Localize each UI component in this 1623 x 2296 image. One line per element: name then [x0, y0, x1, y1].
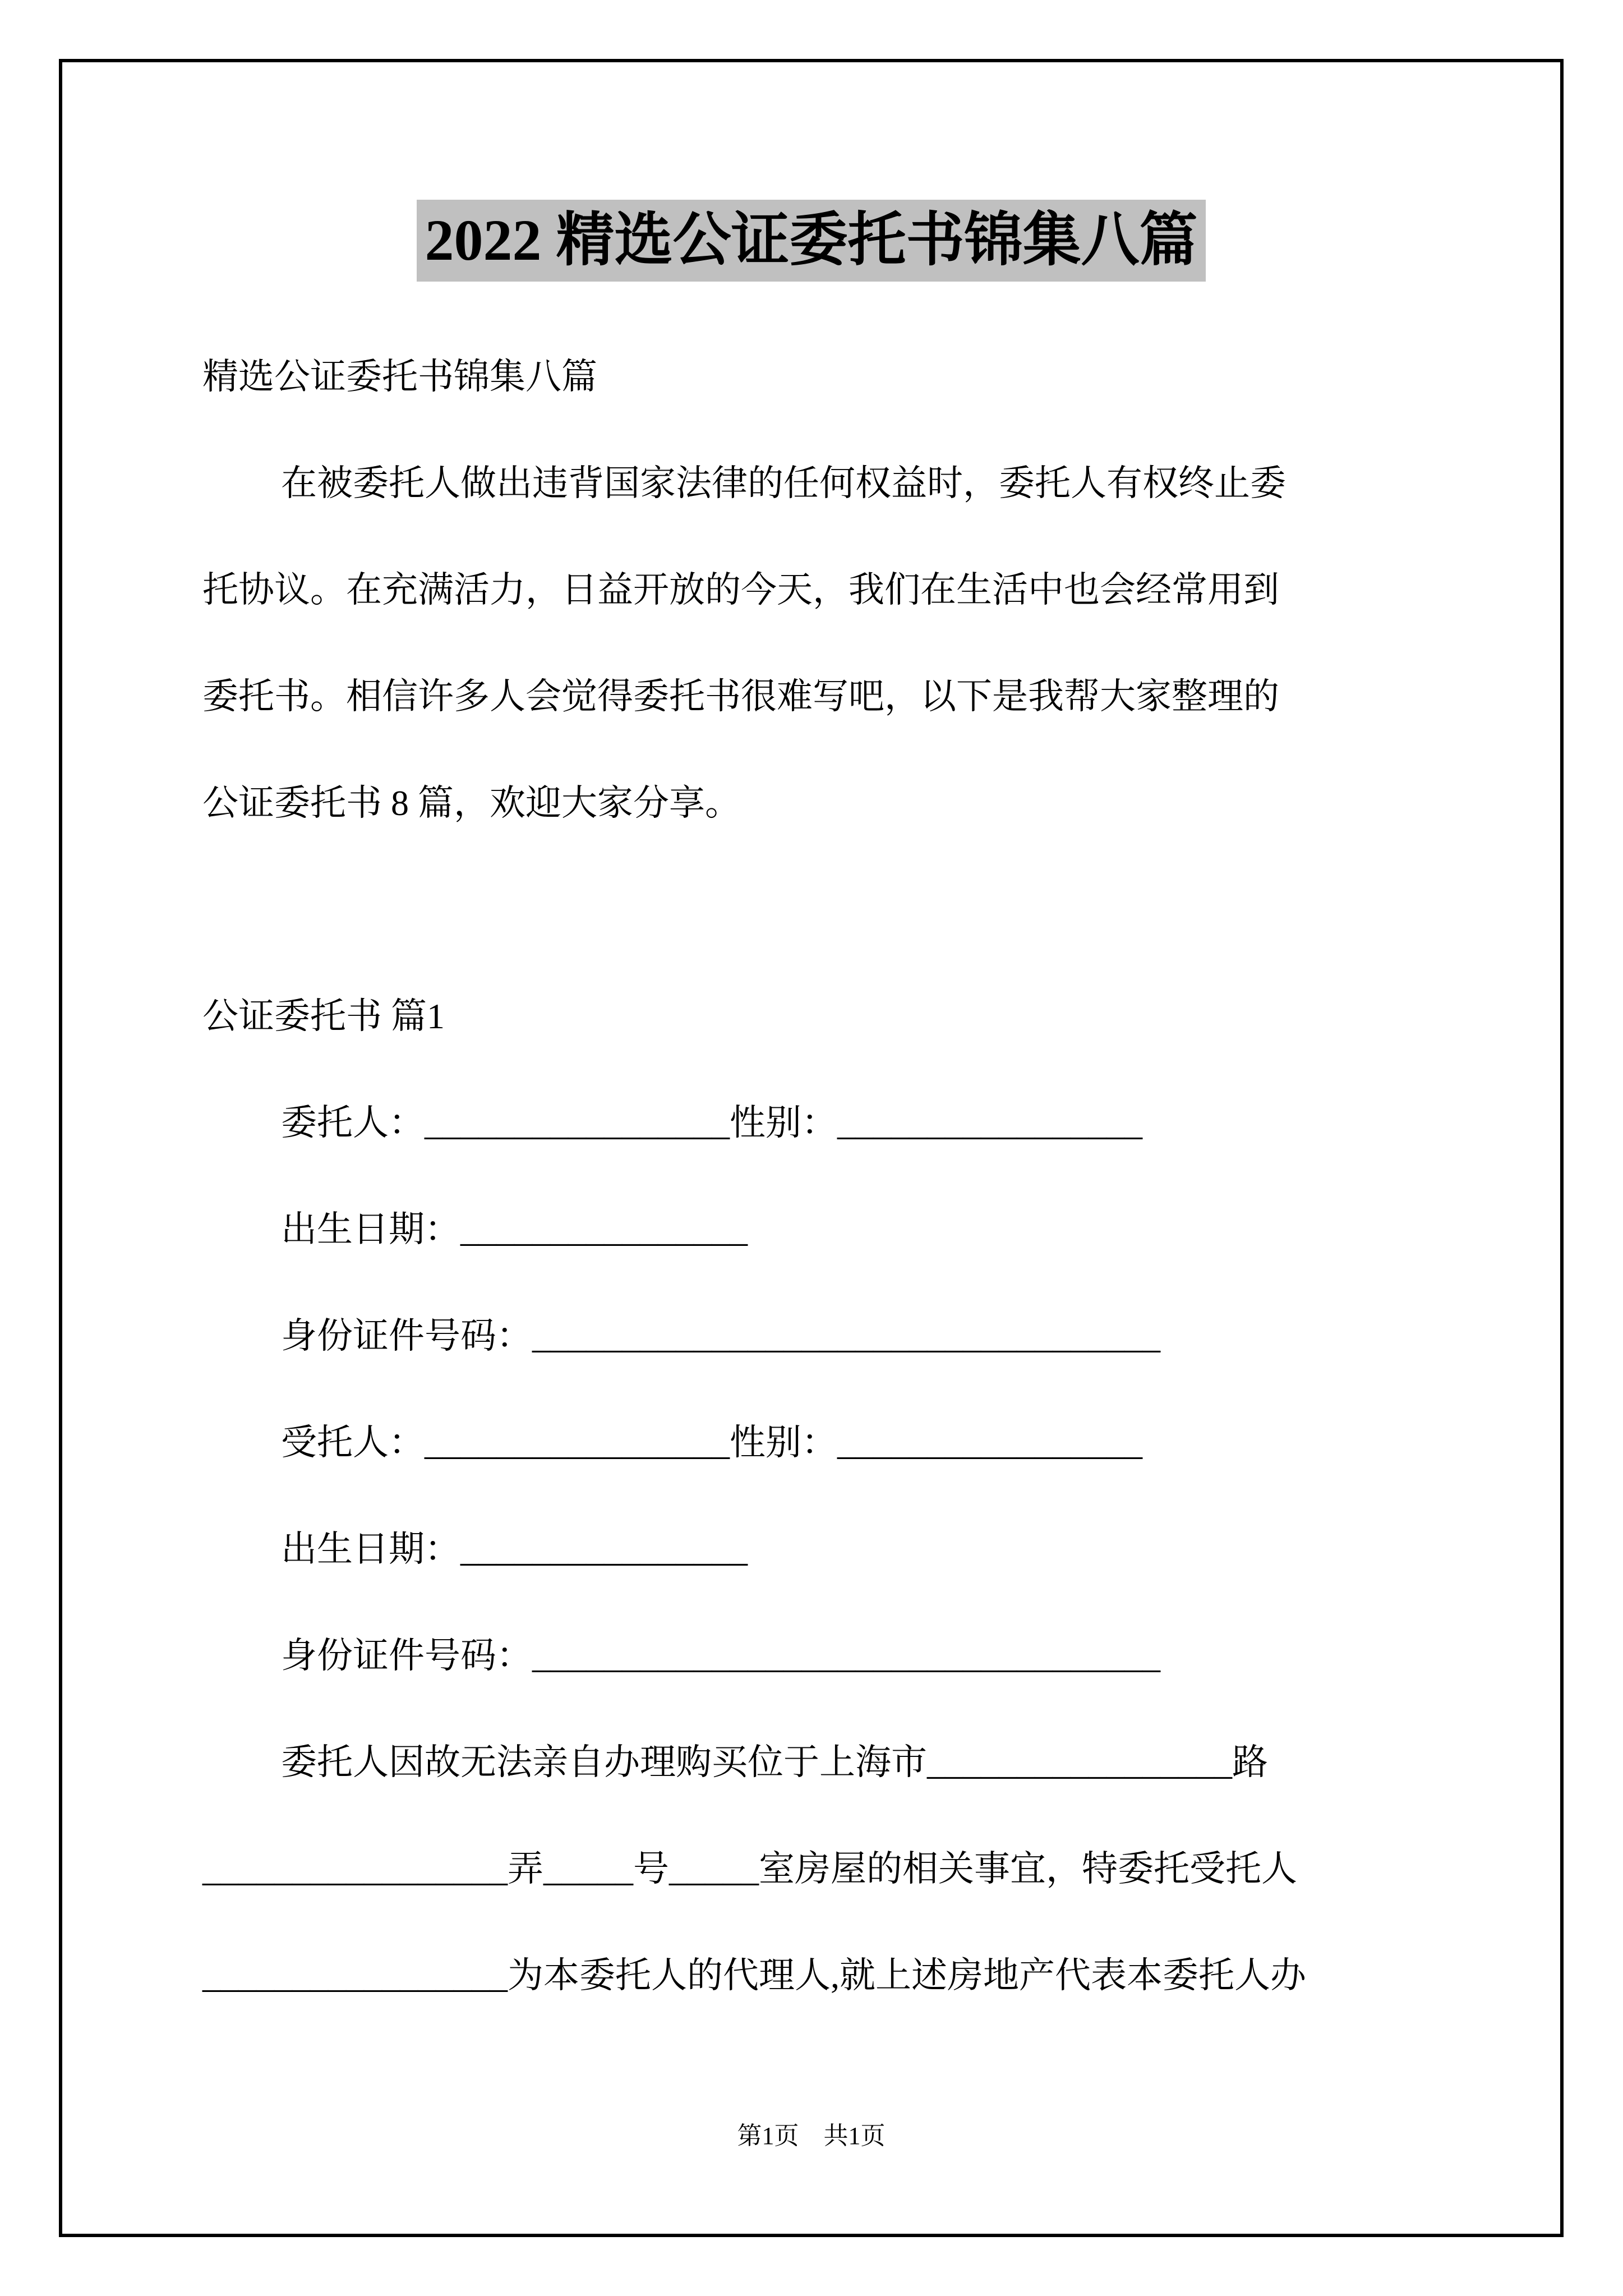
closing-line: 委托人因故无法亲自办理购买位于上海市_________________路: [281, 1742, 1268, 1782]
title-band: [62, 200, 1560, 282]
form-line-principal-birthdate: 出生日期：________________: [281, 1209, 748, 1249]
blank-line: [202, 857, 1457, 963]
page-number-footer: 第1页 共1页: [737, 2122, 886, 2150]
closing-line: _________________为本委托人的代理人,就上述房地产代表本委托人办: [202, 1955, 1306, 1995]
form-line-agent-id-number: 身份证件号码：___________________________________: [281, 1636, 1160, 1676]
intro-line: 公证委托书 8 篇，欢迎大家分享。: [202, 783, 741, 823]
form-line-principal-id-number: 身份证件号码：___________________________________: [281, 1316, 1160, 1356]
intro-line: 委托书。相信许多人会觉得委托书很难写吧，以下是我帮大家整理的: [202, 677, 1279, 716]
lead-line: 精选公证委托书锦集八篇: [202, 357, 597, 397]
document-body: [202, 324, 1457, 2029]
closing-line: _________________弄_____号_____室房屋的相关事宜，特委托受托人: [202, 1849, 1297, 1889]
intro-line: 托协议。在充满活力，日益开放的今天，我们在生活中也会经常用到: [202, 570, 1279, 610]
form-line-principal-name-gender: 委托人：_________________性别：_________________: [281, 1103, 1142, 1143]
document-title: 2022 精选公证委托书锦集八篇: [417, 200, 1205, 282]
form-line-agent-birthdate: 出生日期：________________: [281, 1529, 748, 1569]
form-line-agent-name-gender: 受托人：_________________性别：_________________: [281, 1423, 1142, 1462]
intro-line: 在被委托人做出违背国家法律的任何权益时，委托人有权终止委: [281, 463, 1286, 503]
section-heading: 公证委托书 篇1: [202, 996, 445, 1036]
